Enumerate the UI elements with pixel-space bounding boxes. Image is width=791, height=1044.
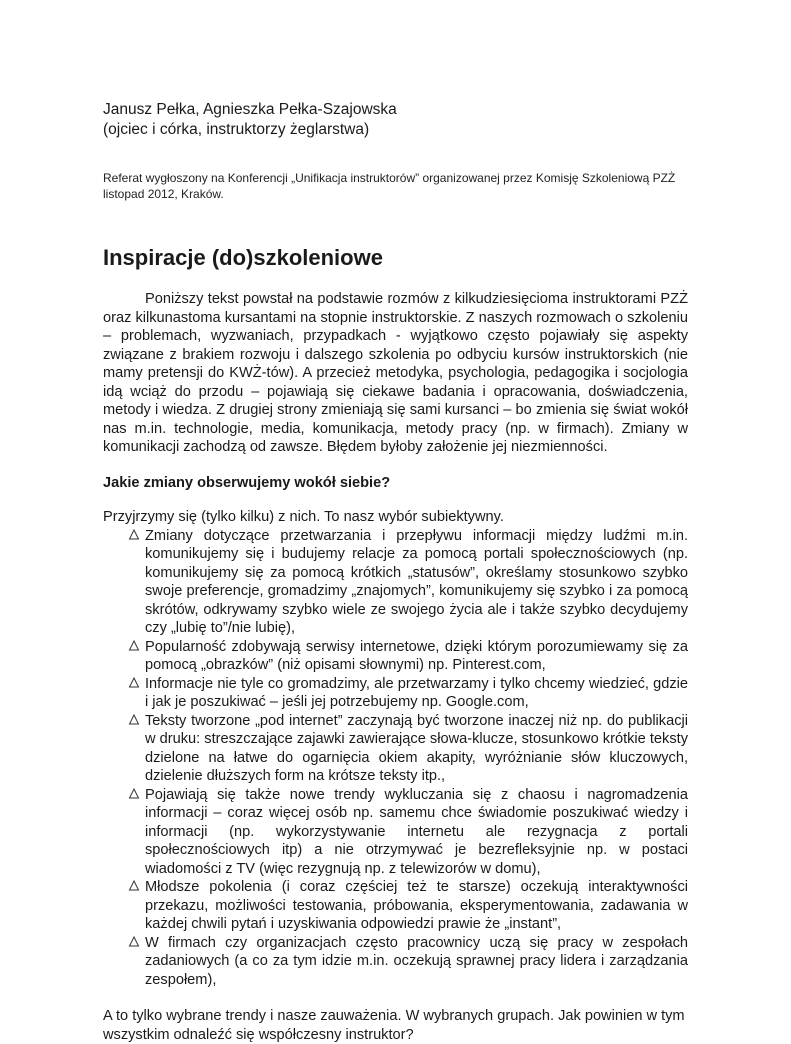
authors-roles: (ojciec i córka, instruktorzy żeglarstwa) [103,121,370,138]
triangle-outline-icon [128,713,140,727]
list-item-text: Popularność zdobywają serwisy internetowe, dzięki którym porozumiewamy się za pomocą „obrazków” (niż opisami słownymi) np. Pinterest.com, [145,638,688,673]
list-item [145,638,688,675]
triangle-outline-icon [128,787,140,801]
conference-note: Referat wygłoszony na Konferencji „Unifikacja instruktorów” organizowanej przez Komisję Szkoleniową PZŻ listopad 2012, Kraków. [103,171,676,201]
triangle-outline-icon [128,935,140,949]
list-item [145,527,688,638]
list-item [145,934,688,990]
section-lead: Przyjrzymy się (tylko kilku) z nich. To nasz wybór subiektywny. [103,509,504,525]
list-item [145,878,688,934]
list-item-text: Pojawiają się także nowe trendy wykluczania się z chaosu i nagromadzenia informacji – coraz więcej osób np. samemu chce świadomie poszukiwać wiedzy i informacji (np. wykorzystywanie internetu ale rezygnacja z portali społecznościowych itp) a nie otrzymywać je bezrefleksyjnie np. w postaci wiadomości z TV (więc rezygnują np. z telewizorów w domu), [145,786,688,877]
triangle-outline-icon [128,528,140,542]
section-heading: Jakie zmiany obserwujemy wokół siebie? [103,474,391,491]
triangle-outline-icon [128,879,140,893]
list-item-text: Zmiany dotyczące przetwarzania i przepływu informacji między ludźmi m.in. komunikujemy się i budujemy relacje za pomocą portali społecznościowych (np. komunikujemy się za pomocą krótkich „statusów”, określamy stosunkowo szybko swoje preferencje, gromadzimy „znajomych”, komunikujemy się szybko i za pomocą skrótów, odkrywamy szybko wiele ze swojego życia ale i także szybko decydujemy czy „lubię to”/nie lubię), [145,527,688,636]
list-item [145,786,688,879]
intro-paragraph: Poniższy tekst powstał na podstawie rozmów z kilkudziesięcioma instruktorami PZŻ oraz kilkunastoma kursantami na stopnie instruktorskie. Z naszych rozmowach o szkoleniu – problemach, wyzwaniach, przypadkach - wyjątkowo często pojawiały się aspekty związane z brakiem rozwoju i dalszego szkolenia po odbyciu kursów instruktorskich (nie mamy pretensji do KWŻ-tów). A przecież metodyka, psychologia, pedagogika i socjologia idą wciąż do przodu – pojawiają się ciekawe badania i opracowania, doświadczenia, metody i wiedza. Z drugiej strony zmieniają się sami kursanci – bo zmienia się świat wokół nas m.in. technologie, media, komunikacja, metody pracy (np. w firmach). Zmiany w komunikacji zachodzą od zawsze. Błędem byłoby założenie jej niezmienności. [103,291,688,455]
list-item-text: Informacje nie tyle co gromadzimy, ale przetwarzamy i tylko chcemy wiedzieć, gdzie i jak je poszukiwać – jeśli jej potrzebujemy np. Google.com, [145,675,688,710]
closing-paragraph: A to tylko wybrane trendy i nasze zauważenia. W wybranych grupach. Jak powinien w tym wszystkim odnaleźć się współczesny instruktor? [103,1008,685,1043]
document-page [103,100,688,1044]
list-item-text: Młodsze pokolenia (i coraz częściej też te starsze) oczekują interaktywności przekazu, możliwości testowania, próbowania, eksperymentowania, zadawania w każdej chwili pytań i uzyskiwania odpowiedzi prawie że „instant”, [145,879,688,932]
triangle-outline-icon [128,639,140,653]
document-title: Inspiracje (do)szkoleniowe [103,245,383,270]
triangle-outline-icon [128,676,140,690]
list-item [145,675,688,712]
list-item-text: W firmach czy organizacjach często pracownicy uczą się pracy w zespołach zadaniowych (a co za tym idzie m.in. oczekują sprawnej pracy lidera i zarządzania zespołem), [145,934,688,988]
authors [103,100,688,140]
list-item-text: Teksty tworzone „pod internet” zaczynają być tworzone inaczej niż np. do publikacji w druku: streszczające zajawki zawierające słowa-klucze, stosunkowo krótkie teksty dzielone na łatwe do ogarnięcia okiem akapity, wyróżnianie słów kluczowych, dzielenie dłuższych form na krótsze teksty itp., [145,712,688,784]
trends-list [103,527,688,990]
list-item [145,712,688,786]
authors-names: Janusz Pełka, Agnieszka Pełka-Szajowska [103,101,397,118]
